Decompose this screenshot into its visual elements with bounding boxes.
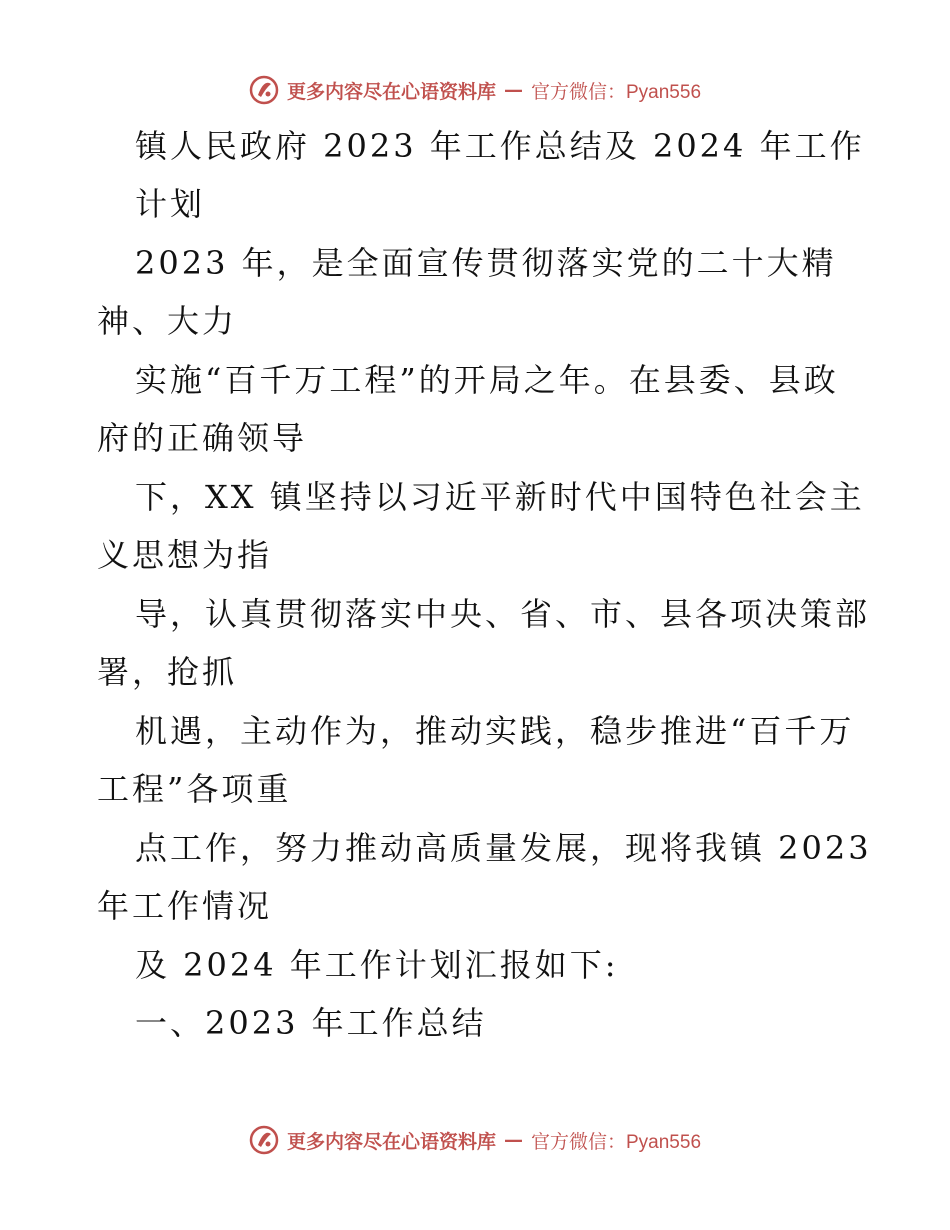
paragraph-line: 工程”各项重 (97, 770, 292, 808)
watermark-contact: 官方微信：Pyan556 (531, 1131, 702, 1153)
watermark-brand: 更多内容尽在心语资料库 (286, 1130, 496, 1153)
paragraph-line: 下，XX 镇坚持以习近平新时代中国特色社会主 (135, 478, 865, 516)
paragraph-line: 及 2024 年工作计划汇报如下: (135, 946, 619, 984)
paragraph-line: 署，抢抓 (97, 653, 238, 691)
document-title-line-2: 计划 (135, 185, 206, 223)
paragraph-line: 点工作，努力推动高质量发展，现将我镇 2023 (135, 829, 872, 867)
watermark-separator: — (504, 79, 523, 101)
paragraph-line: 神、大力 (97, 302, 238, 340)
paragraph-line: 2023 年，是全面宣传贯彻落实党的二十大精 (135, 244, 837, 282)
watermark-brand: 更多内容尽在心语资料库 (286, 80, 496, 103)
header-watermark (0, 70, 950, 110)
paragraph-line: 机遇，主动作为，推动实践，稳步推进“百千万 (135, 712, 855, 750)
watermark-separator: — (504, 1129, 523, 1151)
section-heading: 一、2023 年工作总结 (135, 1004, 487, 1042)
paragraph-line: 实施“百千万工程”的开局之年。在县委、县政 (135, 361, 839, 399)
paragraph-line: 年工作情况 (97, 887, 273, 925)
swirl-logo-icon (249, 75, 279, 105)
document-title-line-1: 镇人民政府 2023 年工作总结及 2024 年工作 (135, 127, 865, 165)
swirl-logo-icon (249, 1125, 279, 1155)
watermark-contact: 官方微信：Pyan556 (531, 81, 702, 103)
paragraph-line: 府的正确领导 (97, 419, 308, 457)
paragraph-line: 义思想为指 (97, 536, 273, 574)
footer-watermark (0, 1120, 950, 1160)
paragraph-line: 导，认真贯彻落实中央、省、市、县各项决策部 (135, 595, 871, 633)
